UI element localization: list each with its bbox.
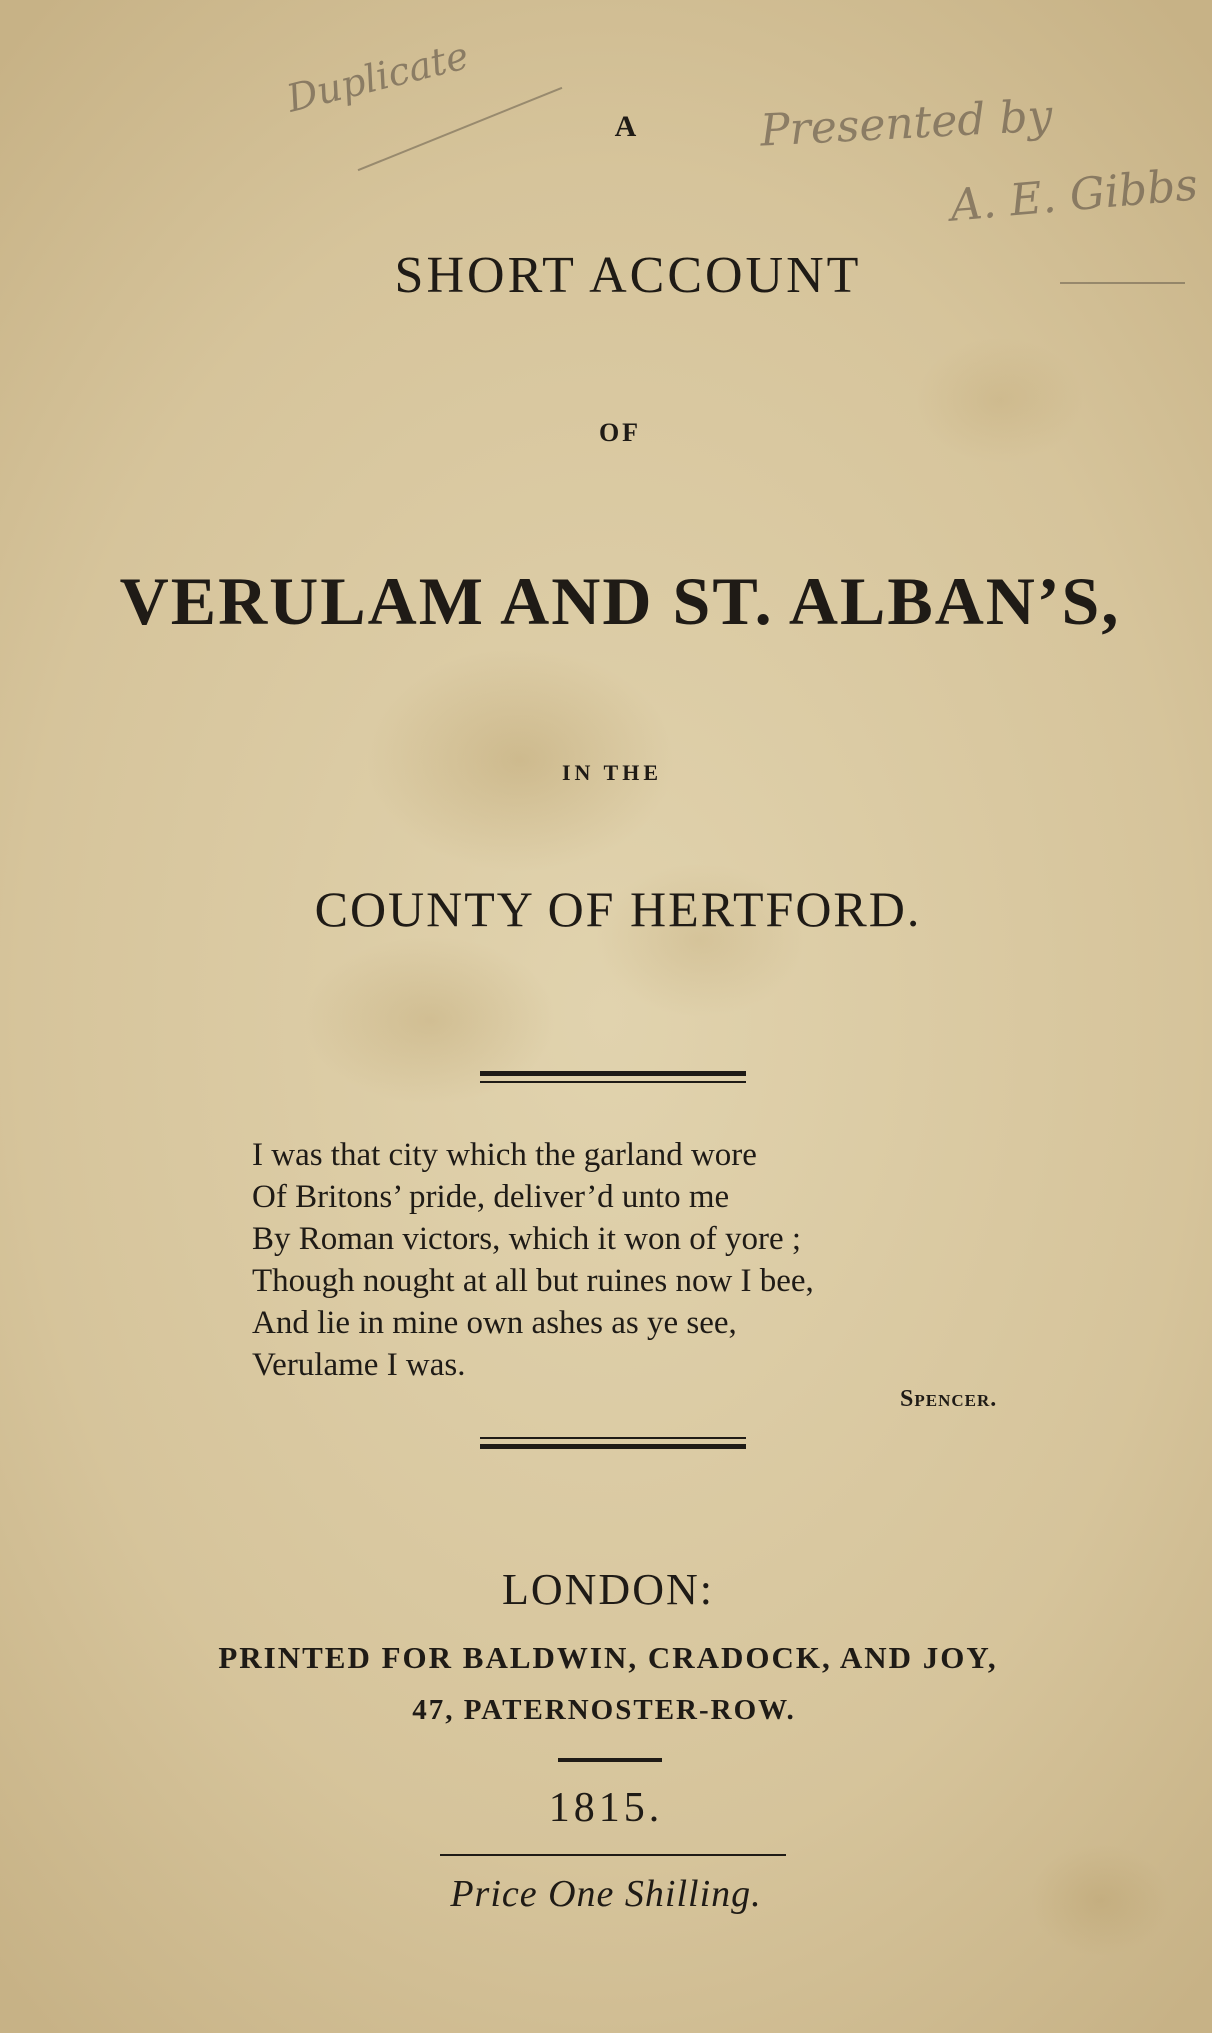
verse-line: I was that city which the garland wore xyxy=(252,1137,757,1173)
title-in-the: IN THE xyxy=(561,760,662,785)
verse-line: Of Britons’ pride, deliver’d unto me xyxy=(252,1179,730,1215)
handwritten-note-duplicate: Duplicate xyxy=(282,33,473,121)
verse-line: And lie in mine own ashes as ye see, xyxy=(252,1305,737,1341)
title-short-account: SHORT ACCOUNT xyxy=(394,247,862,304)
verse-line: Though nought at all but ruines now I bee, xyxy=(252,1263,814,1299)
imprint-printer: PRINTED FOR BALDWIN, CRADOCK, AND JOY, xyxy=(218,1640,998,1675)
title-of: OF xyxy=(598,418,642,447)
title-article: A xyxy=(614,110,640,143)
verse-line: By Roman victors, which it won of yore ; xyxy=(252,1221,802,1257)
imprint-year: 1815. xyxy=(548,1785,664,1831)
verse-line: Verulame I was. xyxy=(252,1347,466,1383)
epigraph-attribution: Spencer. xyxy=(900,1386,998,1412)
imprint-city: LONDON: xyxy=(502,1565,714,1614)
main-title: VERULAM AND ST. ALBAN’S, xyxy=(119,563,1121,639)
handwritten-note-donor-name: A. E. Gibbs xyxy=(948,159,1200,232)
short-rule xyxy=(558,1758,662,1762)
title-county: COUNTY OF HERTFORD. xyxy=(314,881,922,937)
imprint-address: 47, PATERNOSTER-ROW. xyxy=(412,1694,796,1726)
epigraph-verse xyxy=(252,1134,814,1386)
price-line: Price One Shilling. xyxy=(450,1873,762,1915)
price-rule xyxy=(440,1854,786,1856)
handwritten-note-presented-by: Presented by xyxy=(758,90,1054,157)
